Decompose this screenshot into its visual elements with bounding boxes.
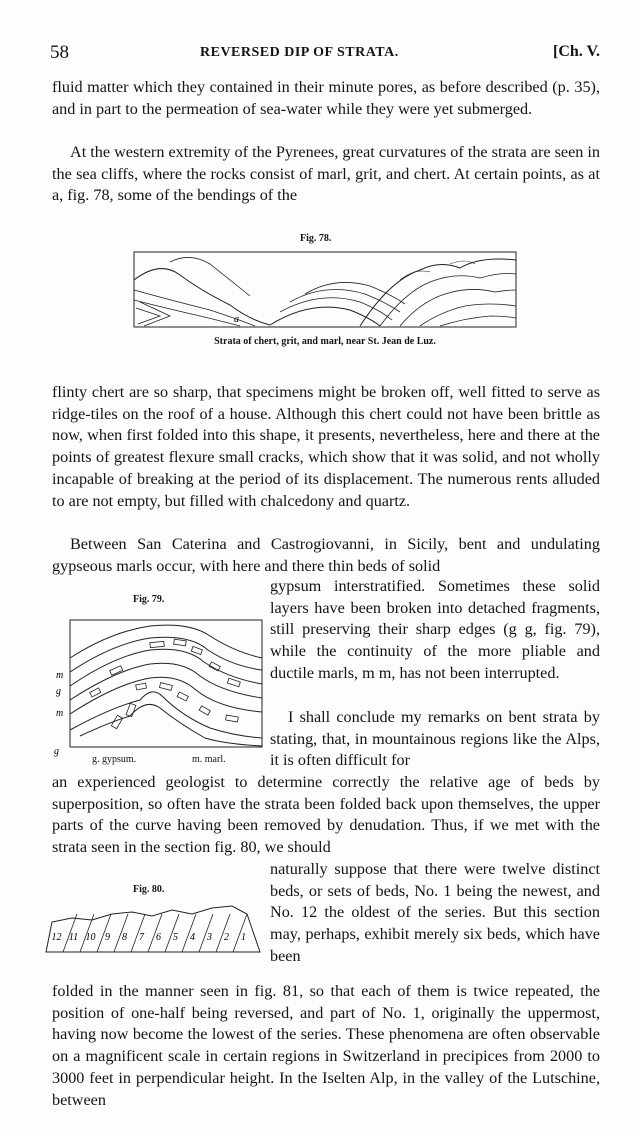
- paragraph-3-narrow: gypsum interstratified. Sometimes these solid layers have been broken into detached fragments, still preserving their sharp edges (g g, fig. 79), while the continuity of the more pliable and ductile marls, m m, has not been interrupted.: [270, 577, 600, 682]
- fig80-bed-number: 1: [241, 932, 246, 943]
- paragraph-4: an experienced geologist to determine correctly the relative age of beds by superposition, so often have the strata been folded back upon themselves, the upper parts of the curve having been removed by denudation. Thus, if we met with the strata seen in the section fig. 80, we should: [52, 773, 600, 857]
- fig80-bed-number: 4: [190, 932, 195, 943]
- fig80-bed-number: 8: [122, 932, 127, 943]
- fig80-bed-number: 10: [85, 932, 96, 943]
- fig78-diagram: [130, 250, 520, 330]
- fig79-diagram: [50, 612, 265, 762]
- fig79-side-label-g1: g: [56, 686, 61, 697]
- fig79-legend-marl: m. marl.: [192, 754, 226, 765]
- fig78-point-label: a: [234, 314, 239, 325]
- fig80-bed-number: 11: [68, 932, 79, 943]
- fig79-side-label-m2: m: [56, 708, 64, 719]
- paragraph-4-narrow: I shall conclude my remarks on bent strata by stating, that, in mountainous regions like the Alps, it is often difficult for: [270, 708, 600, 770]
- fig78-caption: Strata of chert, grit, and marl, near St. Jean de Luz.: [214, 336, 436, 347]
- chapter-marker: [Ch. V.: [553, 43, 600, 60]
- fig78-label: Fig. 78.: [300, 233, 332, 244]
- paragraph-1: fluid matter which they contained in their minute pores, as before described (p. 35), and in part to the permeation of sea-water while they were yet submerged.: [52, 78, 600, 118]
- paragraph-2b: flinty chert are so sharp, that specimens might be broken off, well fitted to serve as ridge-tiles on the roof of a house. Although this chert could not have been brittle as now, when first folded into this shape, it presents, nevertheless, here and there at the points of greatest flexure small cracks, which show that it was solid, and not wholly incapable of breaking at the period of its displacement. The numerous rents alluded to are not empty, but filled with chalcedony and quartz.: [52, 383, 600, 510]
- paragraph-5: folded in the manner seen in fig. 81, so that each of them is twice repeated, the position of one-half being reversed, and part of No. 1, originally the uppermost, having now become the lowest of the series. These phenomena are often observable on a magnificent scale in certain regions in Switzerland in precipices from 2000 to 3000 feet in perpendicular height. In the Iselten Alp, in the valley of the Lutschine, between: [52, 982, 600, 1109]
- fig80-bed-number: 7: [139, 932, 144, 943]
- page-header: [50, 42, 600, 66]
- fig80-diagram: [42, 902, 264, 958]
- fig80-bed-number: 12: [51, 932, 62, 943]
- fig80-bed-number: 5: [173, 932, 178, 943]
- paragraph-5-narrow: naturally suppose that there were twelve distinct beds, or sets of beds, No. 1 being the newest, and No. 12 the oldest of the series. But this section may, perhaps, exhibit merely six beds, which have been: [270, 860, 600, 965]
- paragraph-3: Between San Caterina and Castrogiovanni, in Sicily, bent and undulating gypseous marls occur, with here and there thin beds of solid: [52, 535, 600, 575]
- page-number: 58: [50, 42, 69, 63]
- fig80-label: Fig. 80.: [133, 884, 165, 895]
- fig80-bed-number: 2: [224, 932, 229, 943]
- fig79-label: Fig. 79.: [133, 594, 165, 605]
- fig80-bed-number: 6: [156, 932, 161, 943]
- running-title: REVERSED DIP OF STRATA.: [200, 45, 399, 60]
- fig80-bed-number: 9: [105, 932, 110, 943]
- fig79-side-label-m1: m: [56, 670, 64, 681]
- fig79-side-label-g2: g: [54, 746, 59, 757]
- paragraph-2a: At the western extremity of the Pyrenees, great curvatures of the strata are seen in the sea cliffs, where the rocks consist of marl, grit, and chert. At certain points, as at a, fig. 78, some of the bendings of the: [52, 143, 600, 205]
- fig79-legend-gypsum: g. gypsum.: [92, 754, 137, 765]
- fig80-bed-number: 3: [207, 932, 212, 943]
